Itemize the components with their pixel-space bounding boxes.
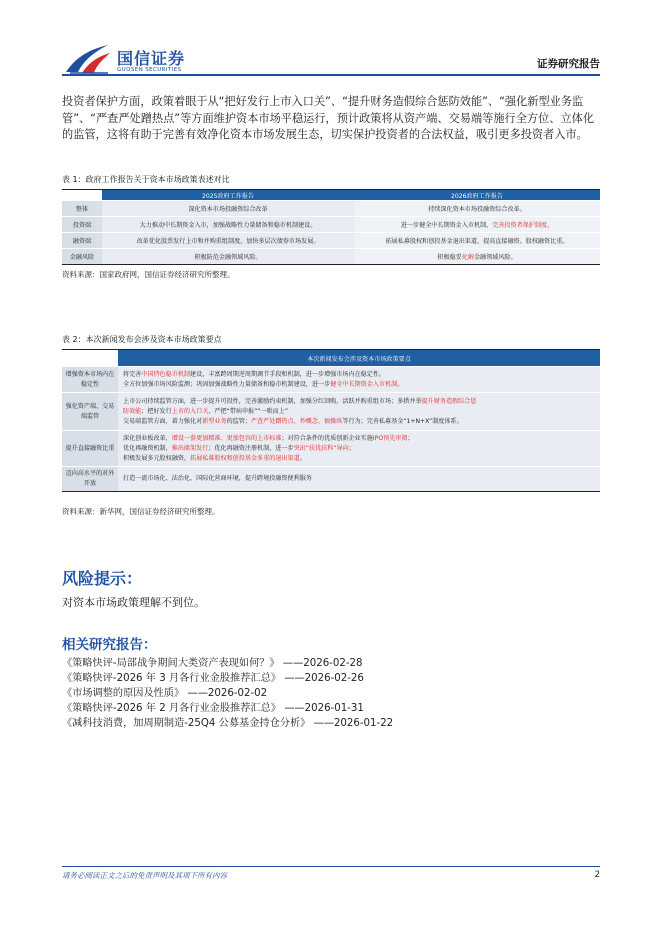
cell-text: 将完善: [123, 370, 142, 378]
related-report-item[interactable]: [62, 671, 393, 686]
highlight-text: 化解: [461, 254, 474, 261]
table-row: [62, 201, 600, 217]
cell-text: 积极稳妥: [437, 254, 462, 261]
table-cell: 持续深化资本市场投融资综合改革。: [354, 201, 600, 217]
related-report-item[interactable]: [62, 701, 393, 716]
cell-line: [123, 417, 595, 427]
row-label: 投资端: [62, 217, 102, 233]
cell-text: ；对符合条件的优质创新企业实施: [281, 434, 373, 442]
highlight-text: IPO预先审阅: [372, 434, 408, 442]
table-header-row: [62, 190, 600, 201]
table2-source: 资料来源：新华网，国信证券经济研究所整理。: [62, 507, 220, 516]
highlight-text: 新型业务: [202, 417, 227, 425]
cell-line: [123, 380, 595, 390]
table-header-row: [62, 350, 600, 367]
table-cell: 改革优化股票发行上市和并购重组制度，加快多层次债券市场发展。: [102, 233, 354, 249]
cell-text: 建设，丰富跨周期逆周期调节手段和机制，进一步增强市场内在稳定性。: [190, 370, 386, 378]
highlight-text: 提升财务造假综合惩: [421, 397, 477, 405]
row-label: 迈向高水平的对外开放: [62, 467, 118, 492]
cell-line: [123, 407, 595, 417]
table-header-cell: 2025政府工作报告: [102, 190, 354, 201]
row-label: 提升直接融资比重: [62, 431, 118, 467]
table-row: [62, 249, 600, 265]
cell-line: [123, 454, 595, 464]
cell-text: ；: [407, 434, 414, 442]
table1-caption: 表 1：政府工作报告关于资本市场政策表述对比: [62, 175, 230, 184]
press-conference-policy-table: [62, 349, 600, 492]
table-cell: 深化资本市场投融资综合改革: [102, 201, 354, 217]
row-label: 金融风险: [62, 249, 102, 265]
related-report-title[interactable]: 《市场调整的原因及性质》: [62, 688, 185, 699]
table-cell: [118, 393, 600, 431]
cell-line: [123, 434, 595, 444]
cell-text: ；优化再融资注册机制，进一步: [208, 444, 294, 452]
highlight-text: 突出“扶优扶科”导向: [293, 444, 349, 452]
cell-text: 积极发展多元股权融资，: [123, 454, 191, 462]
table-header-cell: [62, 190, 102, 201]
related-report-date: ——2026-02-26: [284, 673, 364, 684]
table-cell: [118, 431, 600, 467]
related-report-item[interactable]: [62, 656, 393, 671]
table-row: [62, 431, 600, 467]
page-header: [0, 0, 662, 82]
table-cell: 打造一流市场化、法治化、国际化营商环境，提升跨境投融资便利服务: [118, 467, 600, 492]
cell-line: [123, 397, 595, 407]
table-cell: [118, 367, 600, 393]
cell-text: 深化创业板改革，: [123, 434, 172, 442]
table-row: [62, 233, 600, 249]
policy-comparison-table: [62, 189, 600, 265]
table2-caption: 表 2：本次新闻发布会涉及资本市场政策要点: [62, 335, 222, 344]
related-report-date: ——2026-02-02: [187, 688, 268, 699]
cell-text: 进一步健全中长期资金入市机制，: [400, 222, 493, 229]
table-header-cell: 2026政府工作报告: [354, 190, 600, 201]
cell-text: 上市公司持续监管方面，进一步提升可投性，完善激励约束机制，加强分红回购，活跃并购重组市场；多措并举: [123, 397, 422, 405]
cell-text: ；把好发行: [141, 407, 172, 415]
cell-text: 等行为；完善私募基金“1+N+X”制度体系。: [342, 417, 463, 425]
report-type-label: 证券研究报告: [537, 58, 600, 70]
related-report-date: ——2026-02-28: [282, 658, 363, 669]
cell-text: 的监管；: [226, 417, 251, 425]
row-label: 强化资产端、交易端监管: [62, 393, 118, 431]
cell-line: [123, 370, 595, 380]
table-cell: [354, 249, 600, 265]
cell-text: 。: [397, 380, 404, 388]
table-row: [62, 217, 600, 233]
row-label: 增强资本市场内在稳定性: [62, 367, 118, 393]
risk-text: 对资本市场政策理解不到位。: [62, 596, 205, 609]
table-header-blank: [62, 350, 118, 367]
related-report-date: ——2026-01-31: [284, 703, 364, 714]
related-report-item[interactable]: [62, 716, 393, 731]
table-cell: 大力推动中长期资金入市，加强战略性力量储备和稳市机制建设。: [102, 217, 354, 233]
table-cell: 积极防范金融领域风险。: [102, 249, 354, 265]
table-row: [62, 393, 600, 431]
related-report-title[interactable]: 《减科技消费，加周期制造-25Q4 公募基金持仓分析》: [62, 718, 311, 729]
footer-divider: [62, 866, 600, 867]
related-report-title[interactable]: 《策略快评-2026 年 3 月各行业金股推荐汇总》: [62, 673, 281, 684]
risk-section-title: 风险提示：: [62, 569, 143, 588]
intro-paragraph: 投资者保护方面，政策着眼于从“把好发行上市入口关”、“提升财务造假综合惩防效能”、“强化新型业务监管”、“严查严处蹭热点”等方面维护资本市场平稳运行，预计政策将从资产端、交易端等施行全方位、立体化的监管，这将有助于完善有效净化资本市场发展生态，切实保护投资者的合法权益，吸引更多投资者入市。: [62, 95, 595, 141]
cell-line: [123, 444, 595, 454]
highlight-text: 健全中长期资金入市机制: [330, 380, 398, 388]
highlight-text: 防效能: [123, 407, 142, 415]
table-row: [62, 467, 600, 492]
table1-source: 资料来源：国家政府网，国信证券经济研究所整理。: [62, 270, 235, 279]
table-cell: 拓展私募股权和创投基金退出渠道，提高直接融资、股权融资比重。: [354, 233, 600, 249]
highlight-text: 增设一套更加精准、更加包容的上市标准: [171, 434, 282, 442]
highlight-text: 拓展私募股权和创投基金多重的退出渠道: [190, 454, 300, 462]
page-number: 2: [594, 870, 600, 880]
table-header-cell: 本次新闻发布会涉及资本市场政策要点: [118, 350, 600, 367]
related-report-title[interactable]: 《策略快评-局部战争期间大类资产表现如何？》: [62, 658, 280, 669]
related-report-item[interactable]: [62, 686, 393, 701]
related-reports-title: 相关研究报告：: [62, 637, 157, 653]
cell-text: ；: [348, 444, 355, 452]
highlight-text: 推出储架发行: [171, 444, 209, 452]
cell-text: ，严把“带病申报”“一哄而上”: [208, 407, 288, 415]
logo-subtext: GUOSEN SECURITIES: [117, 67, 182, 73]
logo-text: 国信证券: [117, 49, 186, 68]
highlight-text: 严查严处蹭热点、炒概念、搞操纵: [250, 417, 343, 425]
related-reports-list: [62, 656, 393, 731]
row-label: 整体: [62, 201, 102, 217]
cell-text: 全方位加强市场风险监测；巩固加强战略性力量储备和稳市机制建设，进一步: [123, 380, 331, 388]
cell-text: 。: [299, 454, 306, 462]
row-label: 融资端: [62, 233, 102, 249]
highlight-text: 完善投资者保护制度。: [492, 222, 554, 229]
header-divider: [62, 74, 600, 76]
guosen-logo-icon: [64, 42, 112, 76]
cell-text: 金融领域风险。: [473, 254, 517, 261]
related-report-date: ——2026-01-22: [313, 718, 394, 729]
highlight-text: 上市的入口关: [171, 407, 209, 415]
cell-text: 交易端监管方面，着力强化对: [123, 417, 203, 425]
footer-disclaimer: 请务必阅读正文之后的免责声明及其项下所有内容: [62, 871, 227, 880]
related-report-title[interactable]: 《策略快评-2026 年 2 月各行业金股推荐汇总》: [62, 703, 281, 714]
table-cell: [354, 217, 600, 233]
table-row: [62, 367, 600, 393]
highlight-text: 中国特色稳市机制: [141, 370, 191, 378]
cell-text: 优化再融资机制，: [123, 444, 172, 452]
